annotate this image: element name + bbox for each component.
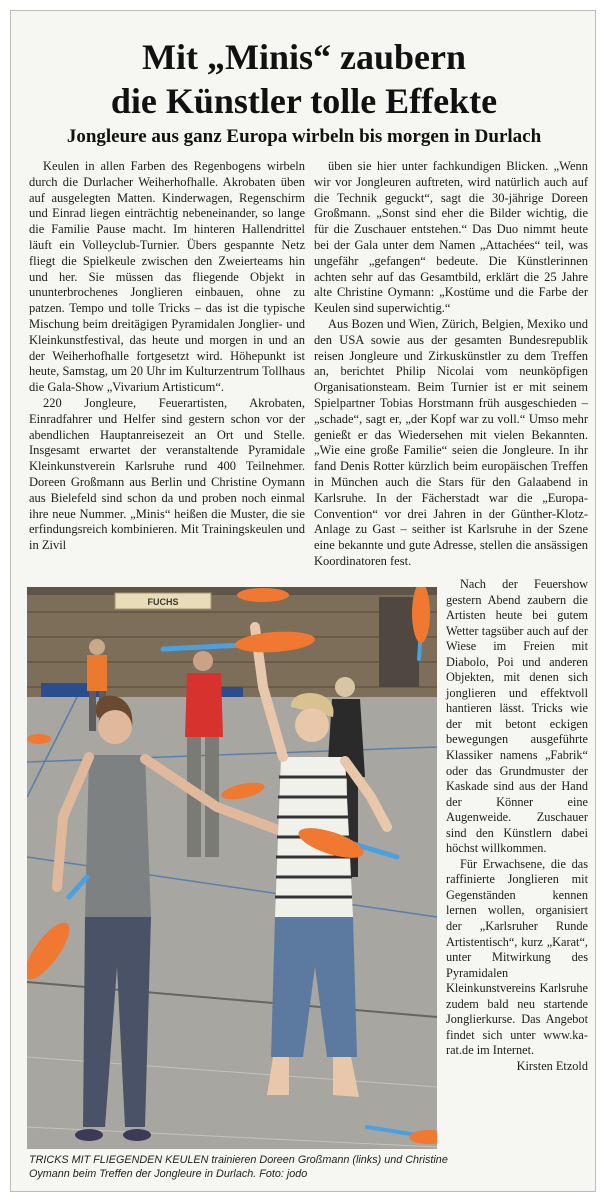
article-column-2 [314, 159, 588, 570]
paragraph: Für Erwachsene, die das raffinierte Jonglieren mit Gegenständen kennen lernen wollen, organisiert der „Karlsruher Runde Artistentisch“, kurz „Karat“, unter Mitwirkung des Pyramidalen Kleinkunstvereins Karlsruhe zudem bald neu startende Jonglierkurse. Das Angebot findet sich unter www.ka-rat.de im Internet. [446, 856, 588, 1058]
headline-line-2: die Künstler tolle Effekte [110, 81, 498, 121]
caption-lead: TRICKS MIT FLIEGENDEN KEULEN [29, 1154, 209, 1166]
subheadline: Jongleure aus ganz Europa wirbeln bis morgen in Durlach [66, 126, 542, 147]
paragraph: Aus Bozen und Wien, Zürich, Belgien, Mexiko und den USA sowie aus der gesamten Bundesrepublik reisen Jongleure und Zirkuskünstler zu dem Treffen an, berichtet Philip Nicolai vom neunköpfigen Organisationsteam. Beim Turnier ist er mit seinem Spielpartner Tobias Horstmann früh ausgeschieden – „schade“, sagt er, „der Kopf war zu voll.“ Umso mehr genießt er das Wiedersehen mit vielen Bekannten. „Wie eine große Familie“ seien die Jongleure. In ihr fand Denis Rotter kürzlich beim europäischen Treffen in München auch die Stars für den Galaabend in Karlsruhe. In der Fächerstadt war die „Europa-Convention“ vor drei Jahren in der Günther-Klotz-Anlage zu Gast – seither ist Karlsruhe in der Szene eine bekannte und gute Adresse, stellen die ansässigen Koordinatoren fest. [314, 316, 588, 568]
paragraph: Keulen in allen Farben des Regenbogens wirbeln durch die Durlacher Weiherhofhalle. Akrobaten üben auf ausgelegten Matten. Kinderwagen, Regenschirm und Einrad liegen einträchtig nebeneinander, so lange die Familie Pause macht. Im hinteren Hallendrittel läuft ein Volleyclub-Turnier. Übers gespannte Netz fliegt die Spielkeule zwischen den Zweierteams hin und her. Sie müssen das fliegende Objekt in ununterbrochenes Jonglieren einbauen, ohne zu patzen. Tempo und tolle Tricks – das ist die typische Mischung beim dreitägigen Pyramidalen Jonglier- und Kleinkunstfestival, das heute und morgen in und an der Weiherhofhalle fortgesetzt wird. Höhepunkt ist heute, Samstag, um 20 Uhr im Kulturzentrum Tollhaus die Gala-Show „Vivarium Artisticum“. [29, 159, 305, 395]
newspaper-page [10, 10, 596, 1192]
author-byline: Kirsten Etzold [516, 1058, 588, 1073]
photo-caption [29, 1153, 449, 1181]
paragraph: üben sie hier unter fachkundigen Blicken. „Wenn wir vor Jongleuren auftreten, wird natürlich auch auf die Technik geguckt“, sagt die 30-jährige Doreen Großmann. „Sonst sind eher die Bilder wichtig, die für die Zuschauer entstehen.“ Das Duo nimmt heute bei der Gala unter dem Namen „Attachées“ teil, was ungefähr „gefangen“ bedeute. Die Künstlerinnen achten sehr auf das Gesamtbild, erklärt die 25 Jahre alte Christine Oymann: „Kostüme und die Farbe der Keulen sind superwichtig.“ [314, 159, 588, 316]
article-column-1 [29, 159, 305, 554]
caption-text: trainieren Doreen Großmann (links) und Christine Oymann beim Treffen der Jongleure in Durlach. [29, 1154, 448, 1180]
photo-illustration [27, 587, 437, 1149]
paragraph: 220 Jongleure, Feuerartisten, Akrobaten, Einradfahrer und Helfer sind gestern schon vor der abendlichen Hauptanreisezeit an Ort und Stelle. Insgesamt erwartet der veranstaltende Pyramidale Kleinkunstverein Karlsruhe rund 400 Teilnehmer. Doreen Großmann aus Berlin und Christine Oymann aus Bielefeld sind schon da und proben noch einmal ihre neue Nummer. „Minis“ heißen die Muster, die sie erfindungsreich kombinieren. Mit Trainingskeulen und in Zivil [29, 395, 305, 553]
banner-text: FUCHS [147, 597, 179, 607]
paragraph: Nach der Feuershow gestern Abend zaubern die Artisten heute bei gutem Wetter tagsüber auch auf der Wiese im Freien mit Diabolo, Poi und anderen Objekten, mit denen sich jonglieren und effektvoll hantieren lässt. Tricks wie der mit betont eckigen bewegungen ausgeführte Klassiker namens „Fabrik“ oder das Grundmuster der Kaskade sind aus der Hand der Könner eine Augenweide. Zuschauer sind den Künstlern dabei höchst willkommen. [446, 577, 588, 856]
article-photo [27, 587, 437, 1149]
headline-line-1: Mit „Minis“ zaubern [142, 37, 466, 77]
headline [11, 35, 596, 123]
article-column-3 [446, 577, 588, 1075]
photo-credit: Foto: jodo [259, 1168, 308, 1180]
